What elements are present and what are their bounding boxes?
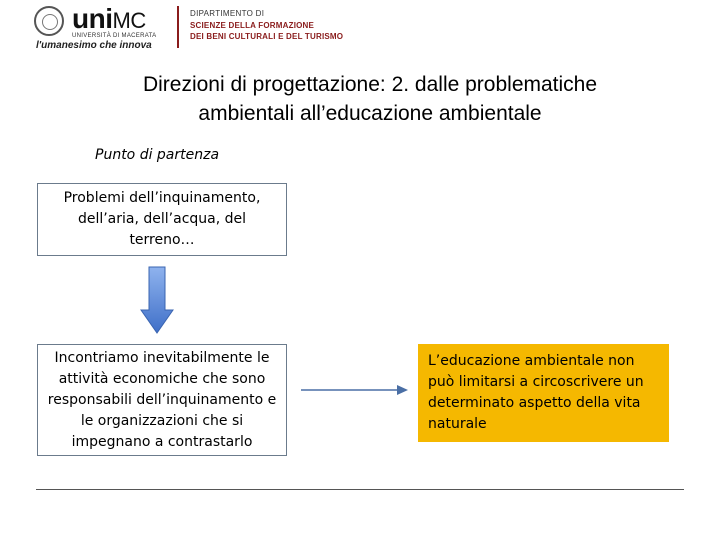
down-arrow-icon (140, 266, 174, 334)
right-arrow-icon (301, 383, 409, 397)
header-divider (177, 6, 179, 48)
university-seal-logo (34, 6, 64, 36)
department-line-3: DEI BENI CULTURALI E DEL TURISMO (190, 32, 344, 41)
start-label: Punto di partenza (95, 147, 220, 163)
education-box (418, 344, 669, 442)
logo-tagline: l'umanesimo che innova (36, 40, 152, 51)
education-box-text: L’educazione ambientale non può limitarsi a circoscrivere un determinato aspetto della vita naturale (428, 353, 644, 432)
logo-word: uni (72, 3, 113, 34)
problems-box (37, 183, 287, 256)
slide-title-line-1: Direzioni di progettazione: 2. dalle problematiche (142, 73, 598, 96)
activities-box (37, 344, 287, 456)
activities-box-text: Incontriamo inevitabilmente le attività economiche che sono responsabili dell’inquinamento e le organizzazioni che si impegnano a contrastarlo (47, 349, 277, 450)
department-line-1: DIPARTIMENTO DI (190, 9, 265, 18)
department-line-2: SCIENZE DELLA FORMAZIONE (190, 21, 315, 30)
problems-box-text: Problemi dell’inquinamento, dell’aria, dell’acqua, del terreno… (63, 190, 261, 248)
logo-word-suffix: MC (112, 8, 146, 33)
logo-subtitle: UNIVERSITÀ DI MACERATA (72, 33, 157, 39)
slide-title (60, 70, 680, 128)
footer-divider (36, 489, 684, 490)
slide-title-line-2: ambientali all’educazione ambientale (198, 102, 542, 125)
university-logo-wordmark (72, 4, 146, 36)
